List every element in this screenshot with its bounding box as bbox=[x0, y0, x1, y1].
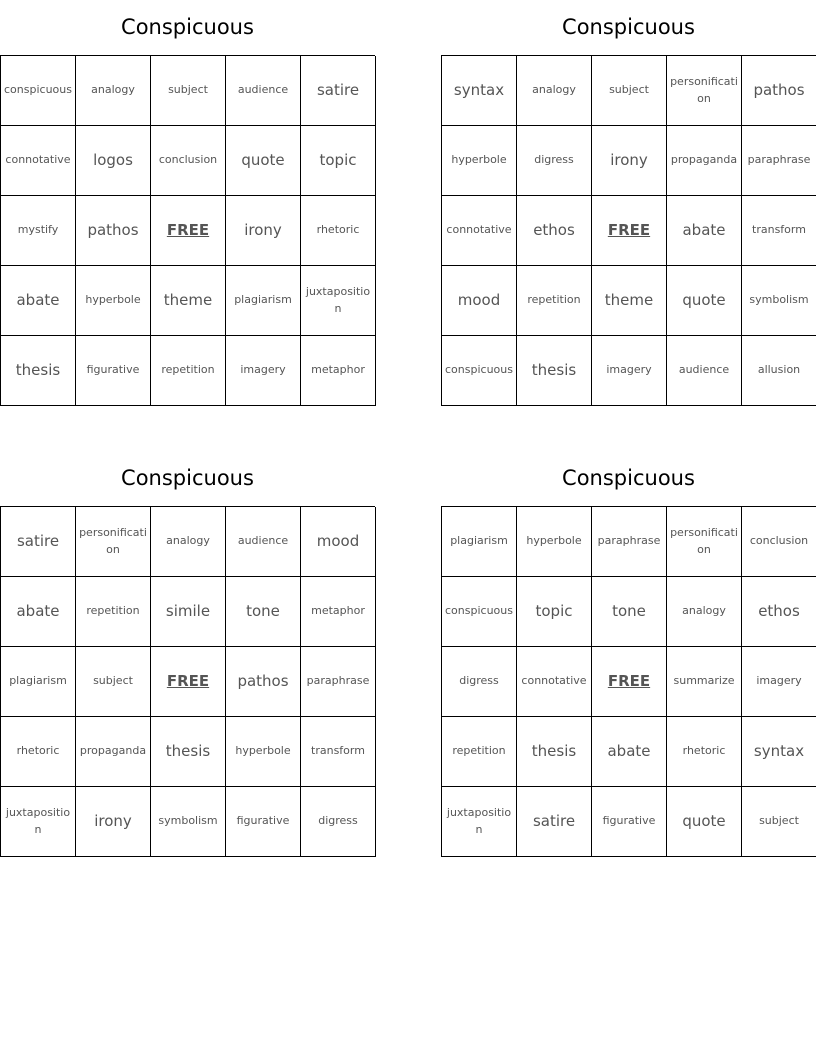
bingo-cell: imagery bbox=[226, 336, 301, 406]
bingo-cell: transform bbox=[742, 196, 816, 266]
bingo-cell: pathos bbox=[226, 647, 301, 717]
free-space-cell: FREE bbox=[592, 647, 667, 717]
bingo-cell: connotative bbox=[442, 196, 517, 266]
bingo-cell: digress bbox=[301, 787, 376, 857]
bingo-cell: quote bbox=[667, 266, 742, 336]
bingo-cell: plagiarism bbox=[442, 507, 517, 577]
bingo-cell: mystify bbox=[1, 196, 76, 266]
bingo-cell: irony bbox=[226, 196, 301, 266]
bingo-cell: syntax bbox=[442, 56, 517, 126]
free-space-cell: FREE bbox=[592, 196, 667, 266]
bingo-cell: analogy bbox=[151, 507, 226, 577]
bingo-cell: subject bbox=[592, 56, 667, 126]
bingo-cell: digress bbox=[442, 647, 517, 717]
bingo-grid bbox=[0, 506, 375, 857]
bingo-cell: repetition bbox=[151, 336, 226, 406]
bingo-cell: thesis bbox=[151, 717, 226, 787]
bingo-cell: personification bbox=[667, 507, 742, 577]
bingo-cell: abate bbox=[1, 266, 76, 336]
bingo-cell: analogy bbox=[517, 56, 592, 126]
bingo-cell: symbolism bbox=[742, 266, 816, 336]
bingo-cell: irony bbox=[76, 787, 151, 857]
bingo-cell: rhetoric bbox=[1, 717, 76, 787]
bingo-cell: pathos bbox=[742, 56, 816, 126]
bingo-cell: analogy bbox=[76, 56, 151, 126]
bingo-cell: theme bbox=[592, 266, 667, 336]
bingo-cell: tone bbox=[226, 577, 301, 647]
bingo-cell: conspicuous bbox=[442, 336, 517, 406]
bingo-cell: theme bbox=[151, 266, 226, 336]
bingo-cell: satire bbox=[301, 56, 376, 126]
bingo-cell: abate bbox=[592, 717, 667, 787]
card-title: Conspicuous bbox=[121, 15, 254, 39]
card-title: Conspicuous bbox=[562, 466, 695, 490]
bingo-cell: digress bbox=[517, 126, 592, 196]
bingo-cell: subject bbox=[151, 56, 226, 126]
bingo-cell: audience bbox=[226, 56, 301, 126]
bingo-cell: thesis bbox=[517, 717, 592, 787]
bingo-cell: propaganda bbox=[667, 126, 742, 196]
bingo-cell: thesis bbox=[1, 336, 76, 406]
bingo-cell: hyperbole bbox=[442, 126, 517, 196]
bingo-cell: topic bbox=[301, 126, 376, 196]
free-space-cell: FREE bbox=[151, 647, 226, 717]
bingo-cell: summarize bbox=[667, 647, 742, 717]
bingo-cell: personification bbox=[667, 56, 742, 126]
bingo-cell: metaphor bbox=[301, 577, 376, 647]
bingo-cell: pathos bbox=[76, 196, 151, 266]
bingo-cell: paraphrase bbox=[592, 507, 667, 577]
bingo-cell: hyperbole bbox=[226, 717, 301, 787]
bingo-cell: figurative bbox=[592, 787, 667, 857]
bingo-cell: hyperbole bbox=[517, 507, 592, 577]
bingo-cell: syntax bbox=[742, 717, 816, 787]
bingo-cell: juxtaposition bbox=[1, 787, 76, 857]
bingo-cell: personification bbox=[76, 507, 151, 577]
bingo-cell: repetition bbox=[442, 717, 517, 787]
bingo-cell: conclusion bbox=[151, 126, 226, 196]
bingo-cell: abate bbox=[667, 196, 742, 266]
bingo-cell: imagery bbox=[592, 336, 667, 406]
bingo-cell: mood bbox=[442, 266, 517, 336]
bingo-cell: allusion bbox=[742, 336, 816, 406]
bingo-card bbox=[0, 451, 375, 857]
bingo-grid bbox=[0, 55, 375, 406]
bingo-cell: audience bbox=[667, 336, 742, 406]
bingo-cell: paraphrase bbox=[742, 126, 816, 196]
bingo-cell: conspicuous bbox=[1, 56, 76, 126]
bingo-cell: subject bbox=[76, 647, 151, 717]
bingo-grid bbox=[441, 506, 816, 857]
bingo-cell: satire bbox=[517, 787, 592, 857]
bingo-cell: juxtaposition bbox=[442, 787, 517, 857]
bingo-cell: figurative bbox=[226, 787, 301, 857]
bingo-cell: thesis bbox=[517, 336, 592, 406]
bingo-cell: conspicuous bbox=[442, 577, 517, 647]
bingo-cell: quote bbox=[226, 126, 301, 196]
bingo-cell: metaphor bbox=[301, 336, 376, 406]
bingo-cell: topic bbox=[517, 577, 592, 647]
bingo-cell: plagiarism bbox=[1, 647, 76, 717]
bingo-cell: symbolism bbox=[151, 787, 226, 857]
bingo-cell: repetition bbox=[517, 266, 592, 336]
bingo-cell: repetition bbox=[76, 577, 151, 647]
bingo-cell: irony bbox=[592, 126, 667, 196]
bingo-cell: satire bbox=[1, 507, 76, 577]
bingo-cell: paraphrase bbox=[301, 647, 376, 717]
bingo-cell: plagiarism bbox=[226, 266, 301, 336]
bingo-cell: conclusion bbox=[742, 507, 816, 577]
bingo-cell: audience bbox=[226, 507, 301, 577]
bingo-cell: ethos bbox=[742, 577, 816, 647]
bingo-cell: transform bbox=[301, 717, 376, 787]
bingo-cell: mood bbox=[301, 507, 376, 577]
bingo-cell: juxtaposition bbox=[301, 266, 376, 336]
bingo-cell: connotative bbox=[517, 647, 592, 717]
bingo-cell: subject bbox=[742, 787, 816, 857]
free-space-cell: FREE bbox=[151, 196, 226, 266]
bingo-cell: simile bbox=[151, 577, 226, 647]
bingo-cell: hyperbole bbox=[76, 266, 151, 336]
card-title: Conspicuous bbox=[562, 15, 695, 39]
bingo-cell: imagery bbox=[742, 647, 816, 717]
bingo-card bbox=[0, 0, 375, 406]
card-title: Conspicuous bbox=[121, 466, 254, 490]
bingo-cell: quote bbox=[667, 787, 742, 857]
bingo-cell: abate bbox=[1, 577, 76, 647]
bingo-card bbox=[441, 451, 816, 857]
bingo-cell: propaganda bbox=[76, 717, 151, 787]
bingo-cell: logos bbox=[76, 126, 151, 196]
bingo-cell: rhetoric bbox=[301, 196, 376, 266]
bingo-cell: rhetoric bbox=[667, 717, 742, 787]
bingo-grid bbox=[441, 55, 816, 406]
bingo-cell: analogy bbox=[667, 577, 742, 647]
bingo-cell: tone bbox=[592, 577, 667, 647]
bingo-card bbox=[441, 0, 816, 406]
bingo-cell: figurative bbox=[76, 336, 151, 406]
bingo-cell: connotative bbox=[1, 126, 76, 196]
bingo-cell: ethos bbox=[517, 196, 592, 266]
